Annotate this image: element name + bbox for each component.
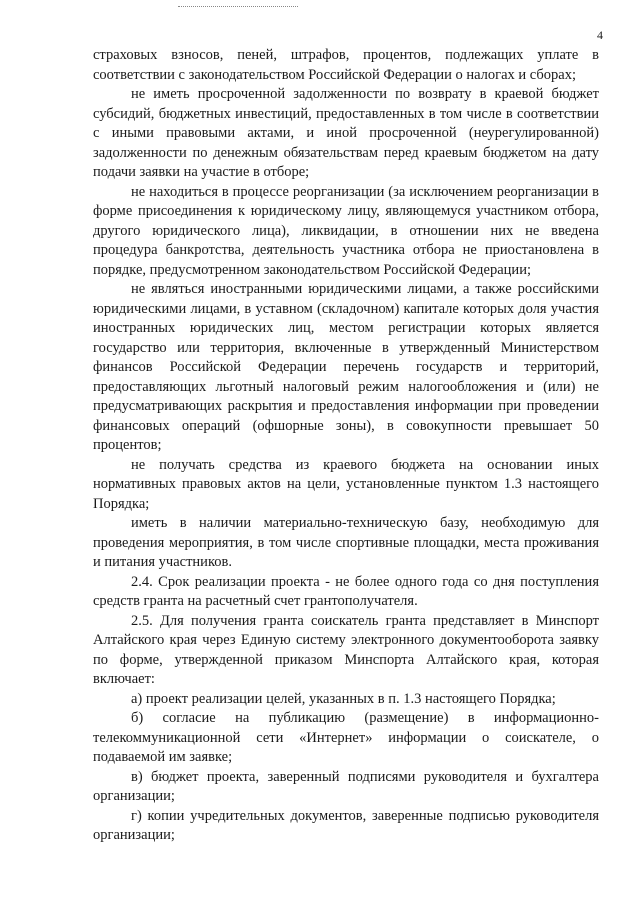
paragraph: не находиться в процессе реорганизации (за исключением реорганизации в форме присоединения к юридическому лицу, являющемуся участником отбора, другого юридического лица), ликвидации, в отношении них не введена процедура банкротства, деятельность участника отбора не приостановлена в порядке, предусмотренном законодательством Российской Федерации; xyxy=(93,183,599,278)
paragraph: страховых взносов, пеней, штрафов, процентов, подлежащих уплате в соответствии с законодательством Российской Федерации о налогах и сборах; xyxy=(93,47,599,83)
paragraph: не иметь просроченной задолженности по возврату в краевой бюджет субсидий, бюджетных инвестиций, предоставленных в том числе в соответствии с иными правовыми актами, и иной просроченной (неурегулированной) задолженности по денежным обязательствам перед краевым бюджетом на дату подачи заявки на участие в отборе; xyxy=(93,86,599,180)
document-body xyxy=(93,46,599,846)
scan-artifact-line xyxy=(178,6,298,9)
paragraph: 2.5. Для получения гранта соискатель гранта представляет в Минспорт Алтайского края через Единую систему электронного документооборота заявку по форме, утвержденной приказом Минспорта Алтайского края, которая включает: xyxy=(93,612,599,687)
list-item-a: а) проект реализации целей, указанных в п. 1.3 настоящего Порядка; xyxy=(131,690,556,707)
paragraph: 2.4. Срок реализации проекта - не более одного года со дня поступления средств гранта на расчетный счет грантополучателя. xyxy=(93,573,599,609)
page-number: 4 xyxy=(597,28,603,42)
paragraph: не получать средства из краевого бюджета на основании иных нормативных правовых актов на цели, установленные пунктом 1.3 настоящего Порядка; xyxy=(93,456,599,512)
list-item-d: г) копии учредительных документов, заверенные подписью руководителя организации; xyxy=(93,807,599,843)
list-item-b: б) согласие на публикацию (размещение) в информационно-телекоммуникационной сети «Интернет» информации о соискателе, о подаваемой им заявке; xyxy=(93,710,599,765)
list-item-c: в) бюджет проекта, заверенный подписями руководителя и бухгалтера организации; xyxy=(93,768,599,804)
paragraph: иметь в наличии материально-техническую базу, необходимую для проведения мероприятия, в том числе спортивные площадки, места проживания и питания участников. xyxy=(93,515,599,570)
paragraph: не являться иностранными юридическими лицами, а также российскими юридическими лицами, в уставном (складочном) капитале которых доля участия иностранных юридических лиц, местом регистрации которых является государство или территория, включенные в утвержденный Министерством финансов Российской Федерации перечень государств и территорий, предоставляющих льготный налоговый режим налогообложения и (или) не предусматривающих раскрытия и предоставления информации при проведении финансовых операций (офшорные зоны), в совокупности превышает 50 процентов; xyxy=(93,281,599,453)
